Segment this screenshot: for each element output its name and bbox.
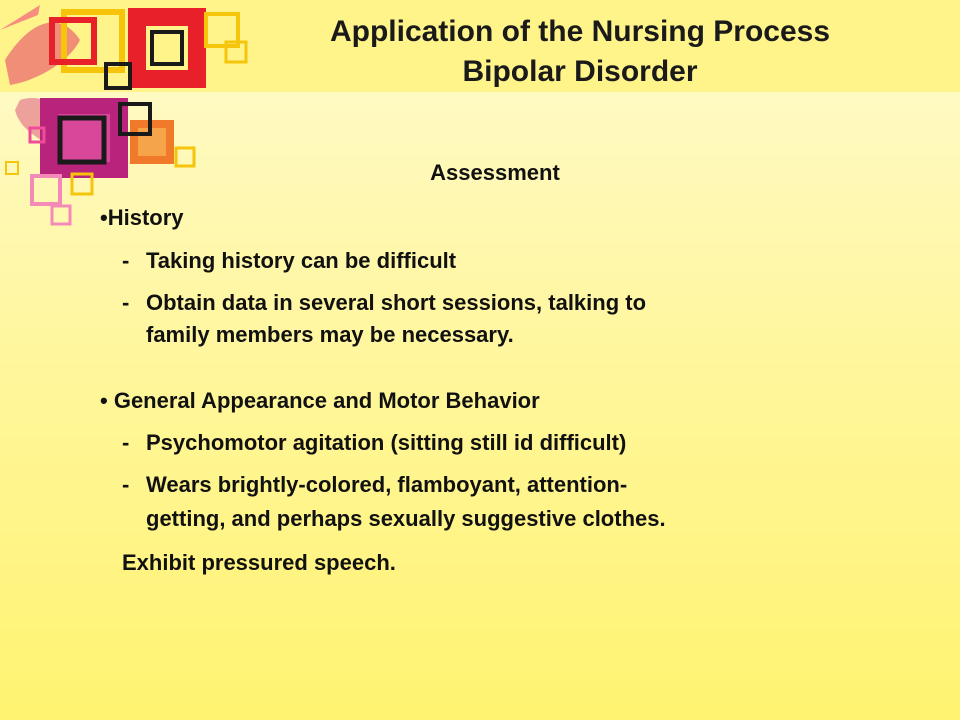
list-item-continuation: family members may be necessary. xyxy=(146,322,514,347)
note-text: Exhibit pressured speech. xyxy=(122,550,396,575)
section-heading: Assessment xyxy=(430,160,560,185)
list-item xyxy=(122,428,626,458)
bullet-marker: • xyxy=(100,205,108,230)
list-item xyxy=(122,288,646,318)
list-item xyxy=(122,470,627,500)
list-item-continuation: getting, and perhaps sexually suggestive clothes. xyxy=(146,506,666,531)
list-item-text: Obtain data in several short sessions, talking to xyxy=(146,290,647,315)
list-item-text: Psychomotor agitation (sitting still id difficult) xyxy=(146,430,627,455)
dash-marker: - xyxy=(122,430,130,455)
dash-marker: - xyxy=(122,472,130,497)
list-item-text: Taking history can be difficult xyxy=(146,248,457,273)
list-item-text: Wears brightly-colored, flamboyant, attention- xyxy=(146,472,628,497)
bullet-label: History xyxy=(107,205,184,230)
title-line-2: Bipolar Disorder xyxy=(462,55,698,88)
dash-marker: - xyxy=(122,290,130,315)
bullet-history xyxy=(100,203,184,233)
list-item xyxy=(122,246,456,276)
bullet-appearance xyxy=(100,386,540,416)
bullet-label: General Appearance and Motor Behavior xyxy=(113,388,540,413)
title-line-1: Application of the Nursing Process xyxy=(329,15,831,48)
dash-marker: - xyxy=(122,248,130,273)
bullet-marker: • xyxy=(100,388,108,413)
